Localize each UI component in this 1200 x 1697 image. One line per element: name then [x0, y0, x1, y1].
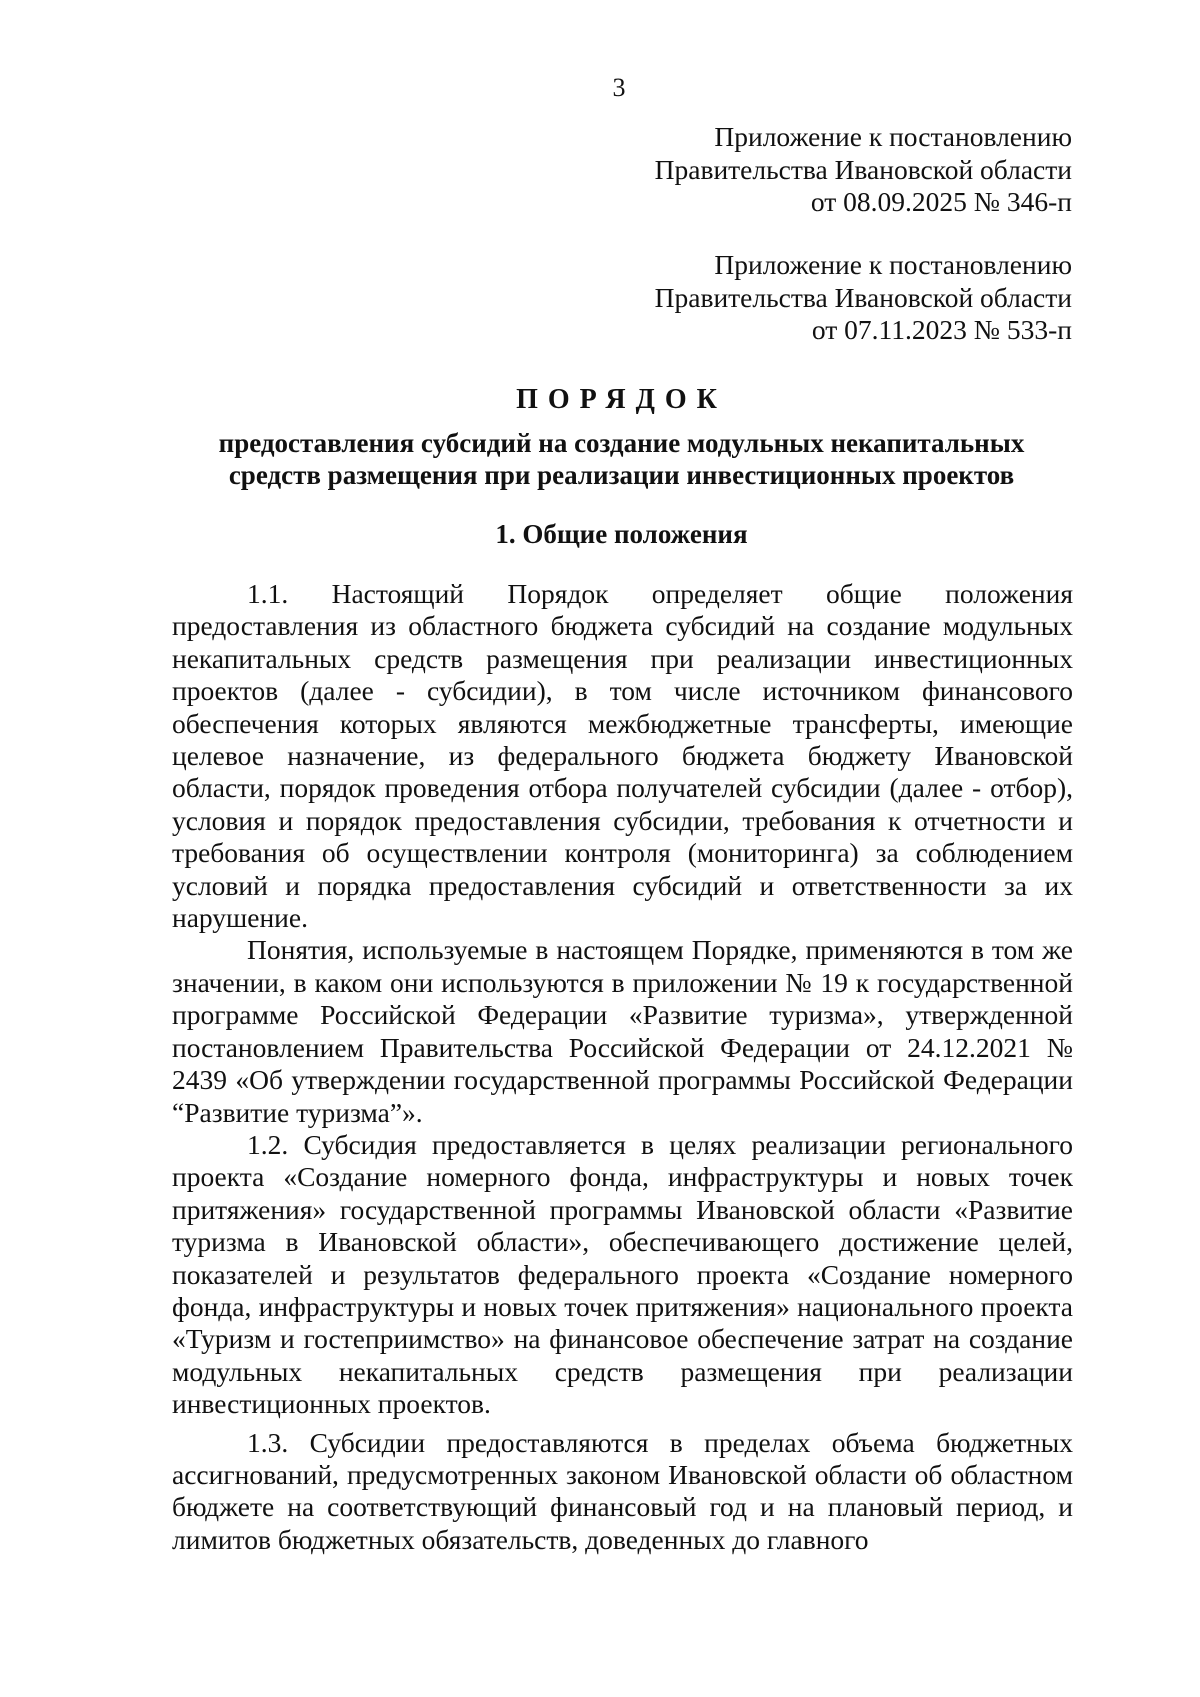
- appendix-line: Приложение к постановлению: [714, 121, 1072, 152]
- paragraph-1-1: 1.1. Настоящий Порядок определяет общие положения предоставления из областного бюджета субсидий на создание модульных некапитальных средств размещения при реализации инвестиционных проектов (далее - субсидии), в том числе источником финансового обеспечения которых являются межбюджетные трансферты, имеющие целевое назначение, из федерального бюджета бюджету Ивановской области, порядок проведения отбора получателей субсидии (далее - отбор), условия и порядок предоставления субсидии, требования к отчетности и требования об осуществлении контроля (мониторинга) за соблюдением условий и порядка предоставления субсидий и ответственности за их нарушение.: [172, 578, 1073, 934]
- paragraph-1-3: 1.3. Субсидии предоставляются в пределах объема бюджетных ассигнований, предусмотренных законом Ивановской области об областном бюджете на соответствующий финансовый год и на плановый период, и лимитов бюджетных обязательств, доведенных до главного: [172, 1426, 1073, 1555]
- appendix-line: от 08.09.2025 № 346-п: [810, 186, 1072, 217]
- appendix-line: Правительства Ивановской области: [654, 281, 1072, 313]
- page-number: 3: [612, 73, 626, 102]
- appendix-block-original: [655, 249, 1072, 347]
- document-title: ПОРЯДОК: [516, 384, 727, 415]
- appendix-line: от 07.11.2023 № 533-п: [811, 314, 1072, 345]
- section-heading: 1. Общие положения: [495, 519, 748, 549]
- document-title-block: [171, 383, 1072, 491]
- paragraph-1-2: 1.2. Субсидия предоставляется в целях реализации регионального проекта «Создание номерного фонда, инфраструктуры и новых точек притяжения» государственной программы Ивановской области «Развитие туризма в Ивановской области», обеспечивающего достижение целей, показателей и результатов федерального проекта «Создание номерного фонда, инфраструктуры и новых точек притяжения» национального проекта «Туризм и гостеприимство» на финансовое обеспечение затрат на создание модульных некапитальных средств размещения при реализации инвестиционных проектов.: [172, 1128, 1073, 1420]
- appendix-line: Приложение к постановлению: [714, 249, 1072, 280]
- body-text: [172, 578, 1073, 1556]
- document-subtitle: предоставления субсидий на создание модульных некапитальных средств размещения при реализации инвестиционных проектов: [218, 428, 1025, 490]
- paragraph-definitions: Понятия, используемые в настоящем Порядке, применяются в том же значении, в каком они используются в приложении № 19 к государственной программе Российской Федерации «Развитие туризма», утвержденной постановлением Правительства Российской Федерации от 24.12.2021 № 2439 «Об утверждении государственной программы Российской Федерации “Развитие туризма”».: [172, 934, 1073, 1128]
- appendix-block-current: [655, 121, 1072, 219]
- appendix-line: Правительства Ивановской области: [654, 153, 1072, 185]
